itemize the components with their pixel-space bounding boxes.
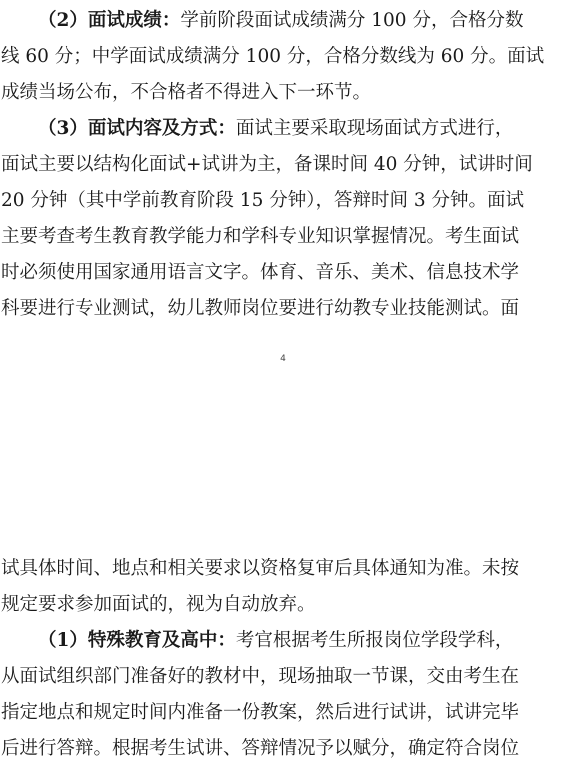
paragraph-2-line-1: [0, 3, 566, 39]
paragraph-1-text: 考官根据考生所报岗位学段学科，: [235, 630, 514, 651]
paragraph-3-line-2: 面试主要以结构化面试+试讲为主，备课时间 40 分钟，试讲时间: [1, 154, 533, 175]
paragraph-1-line-2: 从面试组织部门准备好的教材中，现场抽取一节课，交由考生在: [1, 666, 520, 687]
paragraph-2-line-3: 成绩当场公布，不合格者不得进入下一环节。: [1, 82, 372, 103]
paragraph-3-heading: （3）面试内容及方式：: [38, 118, 236, 139]
paragraph-2-text: 学前阶段面试成绩满分 100 分，合格分数: [180, 10, 524, 31]
paragraph-3-line-6: 科要进行专业测试，幼儿教师岗位要进行幼教专业技能测试。面: [1, 298, 520, 319]
paragraph-3-line-1: [0, 111, 566, 147]
paragraph-2-heading: （2）面试成绩：: [38, 10, 181, 31]
paragraph-1-line-4: 后进行答辩。根据考生试讲、答辩情况予以赋分，确定符合岗位: [1, 738, 520, 759]
paragraph-3-line-4: 主要考查考生教育教学能力和学科专业知识掌握情况。考生面试: [1, 226, 520, 247]
continuation-line-1: 试具体时间、地点和相关要求以资格复审后具体通知为准。未按: [1, 558, 520, 579]
page-number: 4: [280, 354, 286, 364]
paragraph-1-line-1: [0, 623, 566, 659]
paragraph-1-heading: （1）特殊教育及高中：: [38, 630, 236, 651]
paragraph-2-line-2: 线 60 分；中学面试成绩满分 100 分，合格分数线为 60 分。面试: [1, 46, 545, 67]
continuation-line-2: 规定要求参加面试的，视为自动放弃。: [1, 594, 316, 615]
paragraph-3-line-3: 20 分钟（其中学前教育阶段 15 分钟），答辩时间 3 分钟。面试: [1, 190, 525, 211]
paragraph-1-line-3: 指定地点和规定时间内准备一份教案，然后进行试讲，试讲完毕: [1, 702, 520, 723]
paragraph-3-text: 面试主要采取现场面试方式进行，: [235, 118, 514, 139]
paragraph-3-line-5: 时必须使用国家通用语言文字。体育、音乐、美术、信息技术学: [1, 262, 520, 283]
